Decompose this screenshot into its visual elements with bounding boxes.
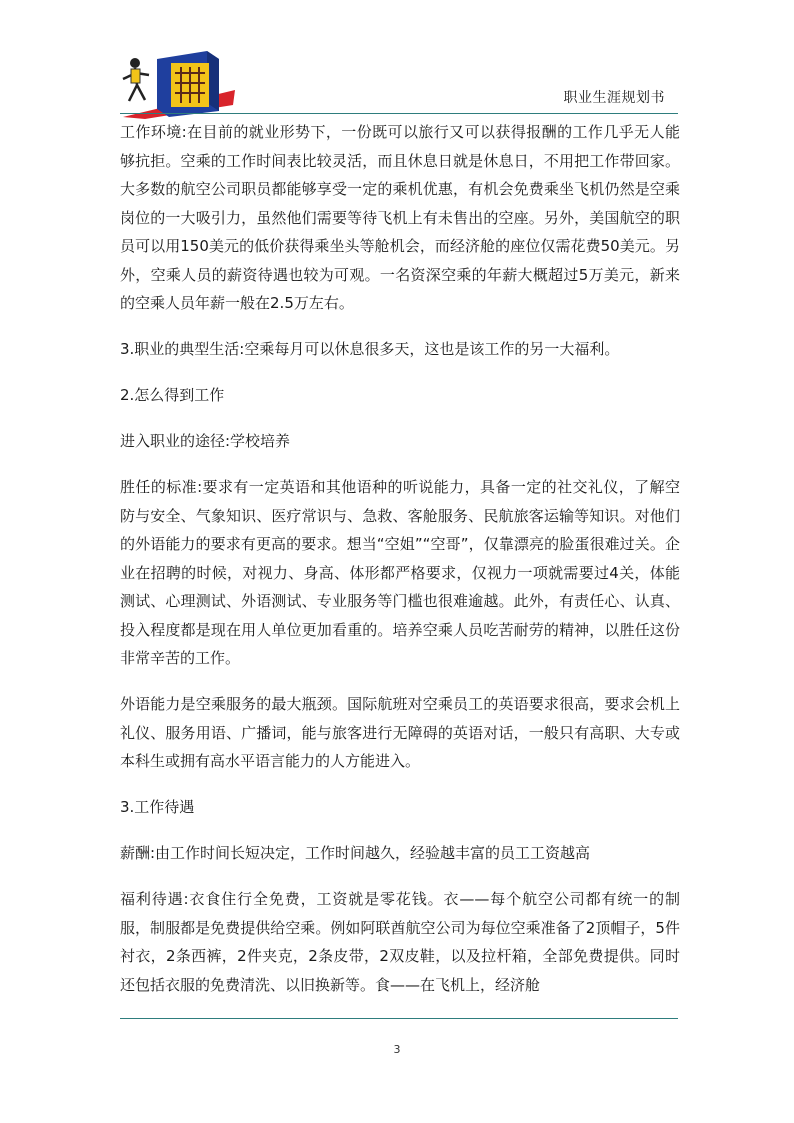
paragraph-typical-life: 3.职业的典型生活:空乘每月可以休息很多天，这也是该工作的另一大福利。 bbox=[120, 340, 620, 358]
paragraph-language-ability: 外语能力是空乘服务的最大瓶颈。国际航班对空乘员工的英语要求很高，要求会机上礼仪、服务用语、广播词，能与旅客进行无障碍的英语对话，一般只有高职、大专或本科生或拥有高水平语言能力的人方能进入。 bbox=[120, 695, 680, 770]
paragraph-welfare: 福利待遇:衣食住行全免费，工资就是零花钱。衣——每个航空公司都有统一的制服，制服都是免费提供给空乘。例如阿联酋航空公司为每位空乘准备了2顶帽子，5件衬衣，2条西裤，2件夹克，2条皮带，2双皮鞋，以及拉杆箱，全部免费提供。同时还包括衣服的免费清洗、以旧换新等。食——在飞机上，经济舱 bbox=[120, 890, 680, 994]
document-body bbox=[120, 118, 680, 1017]
header-logo-illustration bbox=[115, 45, 240, 120]
paragraph-salary: 薪酬:由工作时间长短决定，工作时间越久，经验越丰富的员工工资越高 bbox=[120, 844, 591, 862]
paragraph-entry-path: 进入职业的途径:学校培养 bbox=[120, 432, 291, 450]
header-divider bbox=[120, 113, 678, 114]
paragraph-work-environment: 工作环境:在目前的就业形势下，一份既可以旅行又可以获得报酬的工作几乎无人能够抗拒。空乘的工作时间表比较灵活，而且休息日就是休息日，不用把工作带回家。大多数的航空公司职员都能够享受一定的乘机优惠，有机会免费乘坐飞机仍然是空乘岗位的一大吸引力，虽然他们需要等待飞机上有未售出的空座。另外，美国航空的职员可以用150美元的低价获得乘坐头等舱机会，而经济舱的座位仅需花费50美元。另外，空乘人员的薪资待遇也较为可观。一名资深空乘的年薪大概超过5万美元，新来的空乘人员年薪一般在2.5万左右。 bbox=[120, 123, 680, 312]
heading-job-benefits: 3.工作待遇 bbox=[120, 798, 195, 816]
heading-how-to-get-job: 2.怎么得到工作 bbox=[120, 386, 225, 404]
footer-divider bbox=[120, 1018, 678, 1019]
paragraph-competency-standard: 胜任的标准:要求有一定英语和其他语种的听说能力，具备一定的社交礼仪，了解空防与安全、气象知识、医疗常识与、急救、客舱服务、民航旅客运输等知识。对他们的外语能力的要求有更高的要求。想当“空姐”“空哥”，仅靠漂亮的脸蛋很难过关。企业在招聘的时候，对视力、身高、体形都严格要求，仅视力一项就需要过4关，体能测试、心理测试、外语测试、专业服务等门槛也很难逾越。此外，有责任心、认真、投入程度都是现在用人单位更加看重的。培养空乘人员吃苦耐劳的精神，以胜任这份非常辛苦的工作。 bbox=[120, 478, 680, 667]
header-title: 职业生涯规划书 bbox=[563, 90, 665, 106]
page-number: 3 bbox=[393, 1043, 401, 1056]
